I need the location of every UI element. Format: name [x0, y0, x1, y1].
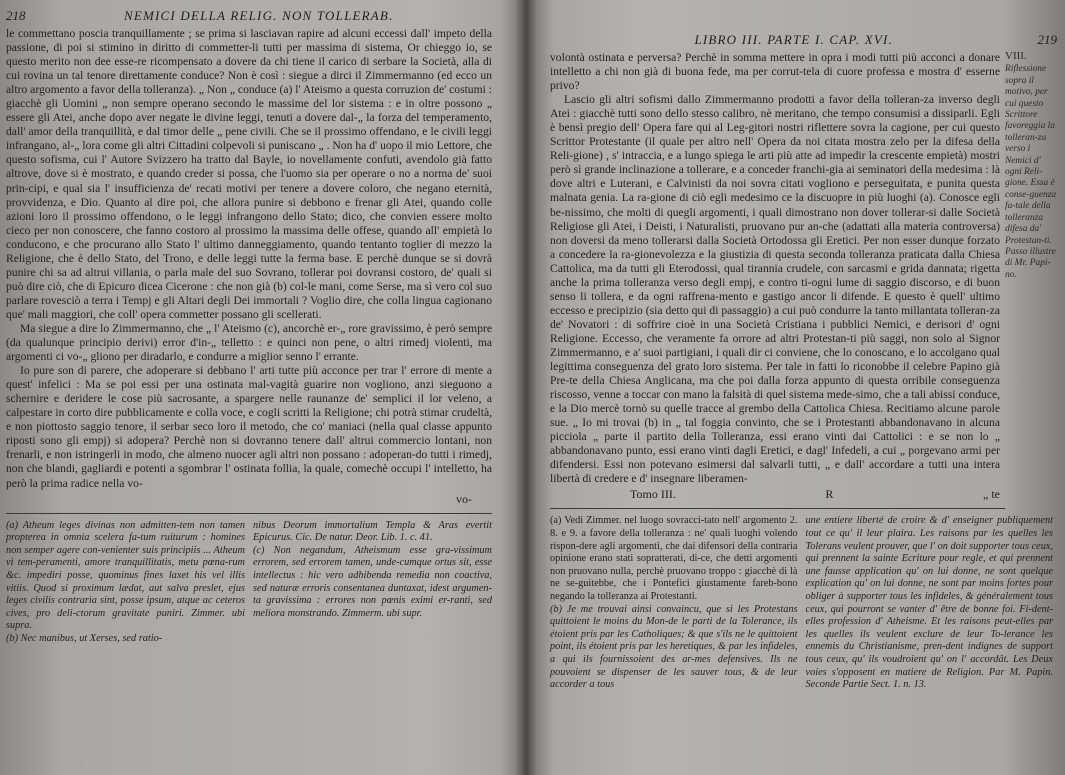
right-footnotes	[550, 515, 1057, 691]
right-paragraph-1: volontà ostinata e perversa? Perchè in somma mettere in opra i modi tutti più acconci a donare intelletto a chi non già di buona fede, ma per corrut-tela di cuore professa e mostra d' esserne privo?	[550, 51, 1000, 93]
right-text-area	[550, 51, 1057, 502]
left-paragraph-2: Ma siegue a dire lo Zimmermanno, che „ l' Ateismo (c), ancorchè er-„ rore gravissimo, è però sempre (da qualunque principio derivi) error d'in-„ telletto : e quinci non pene, o altri rimedj violenti, ma argomenti ci vo-„ gliono per diradarlo, e condurre a miglior senno l' errante.	[6, 321, 492, 364]
left-paragraph-1: le commettano poscia tranquillamente ; se prima si lasciavan rapire ad alcuni eccessi dall' impeto della passione, di poi si stimino in diritto di commetter-li tutti per massima di sistema, Or chieggo io, se questo merito non dee esse-re ricompensato a dovere da chi tiene il carico di serbare la Società, alla di cui rovina un tal tenore direttamente conduce? Non è così : siegue a dirci il Zimmermanno (ed ecco un altro argomento a favor della tolleranza). „ Non „ conduce (a) l' Ateismo a questa corruzion de' costumi : giacchè gli Uomini „ non sempre operano secondo le massime del lor sistema : e in oltre possono „ essere gli Atei, anche dopo aver negate le divine leggi, tenuti a dovere dal-„ la forza del temperamento, dall' amor della tranquillità, e dal timor delle „ pene civili. Che se il prossimo offendano, e le civili leggi infrangano, al-„ lora come gli altri Cittadini colpevoli si puniscano „ . Non ha d' uopo il mio Lettore, che questo sofisma, cui l' Autore Svizzero ha tratto dal Bayle, io novellamente confuti, avendolo già fatto altrove, dove si è mostrato, e quando creder si possa, che l'uomo sia per operare o no a norma de' suoi prin-cipi, e qual sia l' insufficienza de' recati motivi per tenere a dovere coloro, che negano eternità, provvidenza, e Dio. Quanto al dire poi, che allora punire si debbono e frenar gli Atei, quando colle azioni loro il prossimo offendono, o le leggi infrangono dello Stato; dico, che convien essere molto cieco per non conoscere, che fanno costoro al prossimo la massima delle offese, quando all' empietà lo conducono, e che procurano allo Stato l' ultimo danneggiamento, quando tentanto toglier di mezzo la Religione, che è dello Stato, del Trono, e delle leggi tutte la ferma base. E perchè dunque se si dovrà punire chi sa ad altrui villania, o parla male del suo Sovrano, tollerar poi dovransi costoro, de' quali si può dire ciò, che di Epicuro dicea Cicerone : che non già (b) col-le mani, come Serse, ma sì vero col suo parlare rovesciò a terra i Tempj e gli Altari degli Dei immortali ? Voglio dire, che colla lingua cagionano que' mali maggiori, che coll' opera commetter possano gli scellerati.	[6, 27, 492, 321]
footnote-c-left: (c) Non negandum, Atheismum esse gra-vissimum errorem, sed errorem tamen, unde-cumque ortus sit, esse intellectus : hic vero adhibenda remedia non coactiva, sed naturæ erroris consentanea duntaxat, idest argumen-ta gravissima : errores non pœnis eximi er-ranti, sed meliora monstrando. Zimmerm. ubi supr.	[253, 544, 492, 619]
footnote-a-left: (a) Atheum leges divinas non admitten-tem non tamen propterea in omnia scelera fa-tum ruiturum : homines non semper agere con-venienter suis principiis ... Atheum vi tem-peramenti, amore tranquillitatis, metu pœna-rum &c. impediri posse, quominus fines laxet his vel illis vitiis. Quod si proximum lædat, aut salva preslet, ejus leges civilis contraria sint, posse ipsum, atque ac ceteros cives, pro deli-ctorum gravitate puniri. Zimmer. ubi supra.	[6, 519, 245, 632]
left-paragraph-3: Io pure son di parere, che adoperare si debbano l' arti tutte più acconce per trar l' errore di mente a quest' infelici : Ma se poi essi per una ostinata mal-vagità guarire non vogliono, anzi sieguono a schernire e deridere le cose più sacrosante, a spargere nelle raunanze de' semplici il lor veleno, a calpestare in corto dire pubblicamente e colla voce, e cogli scritti la Religione; chi potrà stimar crudeltà, e non piottosto saggio tenore, il serbar seco loro il metodo, che co' maniaci (nella qual classe appunto riposti sono gli empj) si adopera? Perchè non si dovranno tenere dall' altrui commercio lontani, non frenarli, e non istringerli in modo, che almeno nuocer agli altri non possano : adoperan-do tutti i rimedj, non che blandi, gagliardi e potenti a sgombrar l' ostinata follia, la quale, comechè occupi l' intelletto, ha però la prima radice nella vo-	[6, 364, 492, 490]
footnote-b-continued: nibus Deorum immortalium Templa & Aras evertit Epicurus. Cic. De natur. Deor. Lib. 1. c. 41.	[253, 519, 492, 544]
left-running-head	[6, 8, 492, 24]
left-footnotes	[6, 520, 492, 646]
footnote-b-left: (b) Nec manibus, ut Xerses, sed ratio-	[6, 632, 163, 644]
left-catchword: vo-	[456, 491, 472, 506]
right-signature-line	[550, 487, 1000, 502]
left-page	[0, 0, 522, 775]
signature-mark: R	[825, 487, 834, 502]
margin-note	[1000, 51, 1057, 502]
left-running-head-title: NEMICI DELLA RELIG. NON TOLLERAB.	[123, 8, 394, 23]
right-page	[530, 0, 1065, 775]
footnote-b-right-continued: une entiere liberté de croire & d' enseigner publiquement tout ce qu' il leur plaira. Les raisons par les quelles les Tolerans veulent prouver, que l' on doit supporter tous ceux, qui prennent la sainte Ecriture pour regle, et qui prennent une fausse application qu' on lui donne, ne sont quelque explication qu' on lui donne, ne sont par moins fortes pour obliger à supporter tous les infideles, & généralement tous ceux, qui pourront se vanter d' être de bonne foi. Fi-dent-elles profession d' Atheisme. Et les raisons peut-elles par les quelles ils veulent exclure de leur To-lerance les ennemis du Christianisme, pren-dent indignes de support tous ceux, qu' ils voudroient qu' on l' accordât. Les Deux voies s'opposent en matiere de Religion. Par M. Papin. Seconde Partie Sect. 1. n. 13.	[805, 515, 1053, 691]
margin-note-text: Riflessione sopra il motivo, per cui questo Scrittore favoreggia la tolleran-za verso i Nemici d' ogni Reli-gione. Essa è conse-guenza fa-tale della tolleranza difesa da' Protestan-ti. Passo illustre di Mr. Papi-no.	[1005, 64, 1057, 280]
left-body-text	[6, 27, 492, 491]
left-footnote-rule	[6, 513, 492, 514]
right-body-text	[550, 51, 1000, 486]
left-page-number: 218	[6, 8, 26, 23]
right-catchword: „ te	[983, 487, 1000, 502]
right-running-head	[550, 32, 1057, 48]
left-footnote-col-2	[253, 520, 492, 646]
left-footnote-col-1	[6, 520, 245, 646]
footnote-a-right: (a) Vedi Zimmer. nel luogo sovracci-tato nell' argomento 2. 8. e 9. a favore della tolleranza : ne' quali luoghi volendo rispon-dere agli argomenti, che dai difensori della contraria opinione erano stati sopratterati, di-ce, che detti argomenti non pruovano nulla, perchè pruovano troppo : giacchè di là ne se-guitebbe, che i Pontefici giustamente fareb-bono negando la tolleranza ai Protestanti.	[550, 515, 798, 603]
right-footnote-col-2	[806, 515, 1054, 691]
right-footnote-col-1	[550, 515, 798, 691]
right-paragraph-2: Lascio gli altri sofismi dallo Zimmermanno prodotti a favor della tolleran-za inverso degli Atei : giacchè tutti sono dello stesso calibro, nè meritano, che tempo consumisi a dissiparli. Egli è bensì pregio dell' Opera fare qui al Leg-gitori nostri riflettere sovra la cagione, per cui questo Scrittor Protestante (il quale per altro nell' Opera da noi citata mostra zelo per la difesa della Reli-gione) , s' intraccia, e a lungo spiega le arti più atte ad impedir la crescente empietà) mostri però sì grande inclinazione a tollerare, e a conceder franchi-gia ai seminatori della medesima : là dove altri e Luterani, e Calvinisti da noi sovra citati vogliono e perseguitata, e punita questa malnata genia. La ra-gione di ciò egli medesimo ce la discuopre in più luoghi (a). Conosce egli be-nissimo, che molti di quegli argomenti, i quali dimostrano non dover tollerar-si dalle Società Religiose gli Atei, i Deisti, i Naturalisti, pruovano pur an-che (adattati alla materia controversa) non doversi da meno tollerarsi dalla Società Ortodossa gli Eretici. Per non esser dunque forzato a concedere la ra-gionevolezza e la giustizia di questa seconda tolleranza praticata dalla Chiesa Cattolica, ma da tutti gli Eterodossi, qual tirannia crudele, con sarcasmi e grida dannata; rigetta anche la prima tolleranza verso degli empj, e contro ti-ogni lume di saggio discorso, e di buon senso li tollera, e da ogni raffrena-mento e gastigo ancor li difende. E questo è quell' ultimo eccesso e precipizio (sia detto qui di passaggio) a cui può condurre la tanto millantata tolleran-za de' Novatori : di soffrire cioè in una Società Cristiana i pubblici Nemici, e derisori d' ogni Religione. Eccesso, che veramente fa orrore ad altri Protestan-ti più saggi, non solo al Signor Zimmermanno, e a' suoi partigiani, i quali dir ci conviene, che lo conoscano, e lo accolgano qual legittima conseguenza del grato loro sistema. Per tale in fatti lo riconobbe il celebre Papino già Pre-te della Chiesa Anglicana, ma che poi dalla forza appunto di questa orribile conseguenza riscosso, venne a toccar con mano la falsità di quel sistema mede-simo, che a tali abissi conduce, e la Dio mercè tornò su quelle tracce al grembo della Cattolica Chiesa. Recitiamo alcune parole sue. „ Io mi trovai (b) in „ tal foggia convinto, che se i Protestanti abbandonavano in alcuna picciola „ parte il partito della Tolleranza, essi erano vinti dai Cattolici : e se non lo „ abbandonavano punto, essi erano vinti dagli Eretici, e dagl' Infedeli, a cui „ porgevano armi per difendersi. Essi non potevano esimersi dal salvarli tutti, „ e dall' accordare a tutti una intera libertà di credere e d' insegnare liberamen-	[550, 93, 1000, 486]
margin-section-numeral: VIII.	[1005, 50, 1027, 62]
right-page-number: 219	[1037, 32, 1057, 47]
right-footnote-rule	[550, 508, 1005, 509]
footnote-b-right: (b) Je me trouvai ainsi convaincu, que si les Protestans quittoient le moins du Mon-de le parti de la Tolerance, ils étoient pris par les Catholiques; & que s'ils ne le quittoient point, ils étoient pris par les heretiques, & par les infideles, a qui ils fournissoient des ar-mes defensives. Ils ne pouvoient se dispenser de les sauver tous, & de leur accorder a tous	[550, 603, 798, 691]
left-catchword-line	[6, 492, 492, 507]
right-running-head-title: LIBRO III. PARTE I. CAP. XVI.	[694, 32, 894, 47]
volume-label: Tomo III.	[630, 487, 676, 502]
